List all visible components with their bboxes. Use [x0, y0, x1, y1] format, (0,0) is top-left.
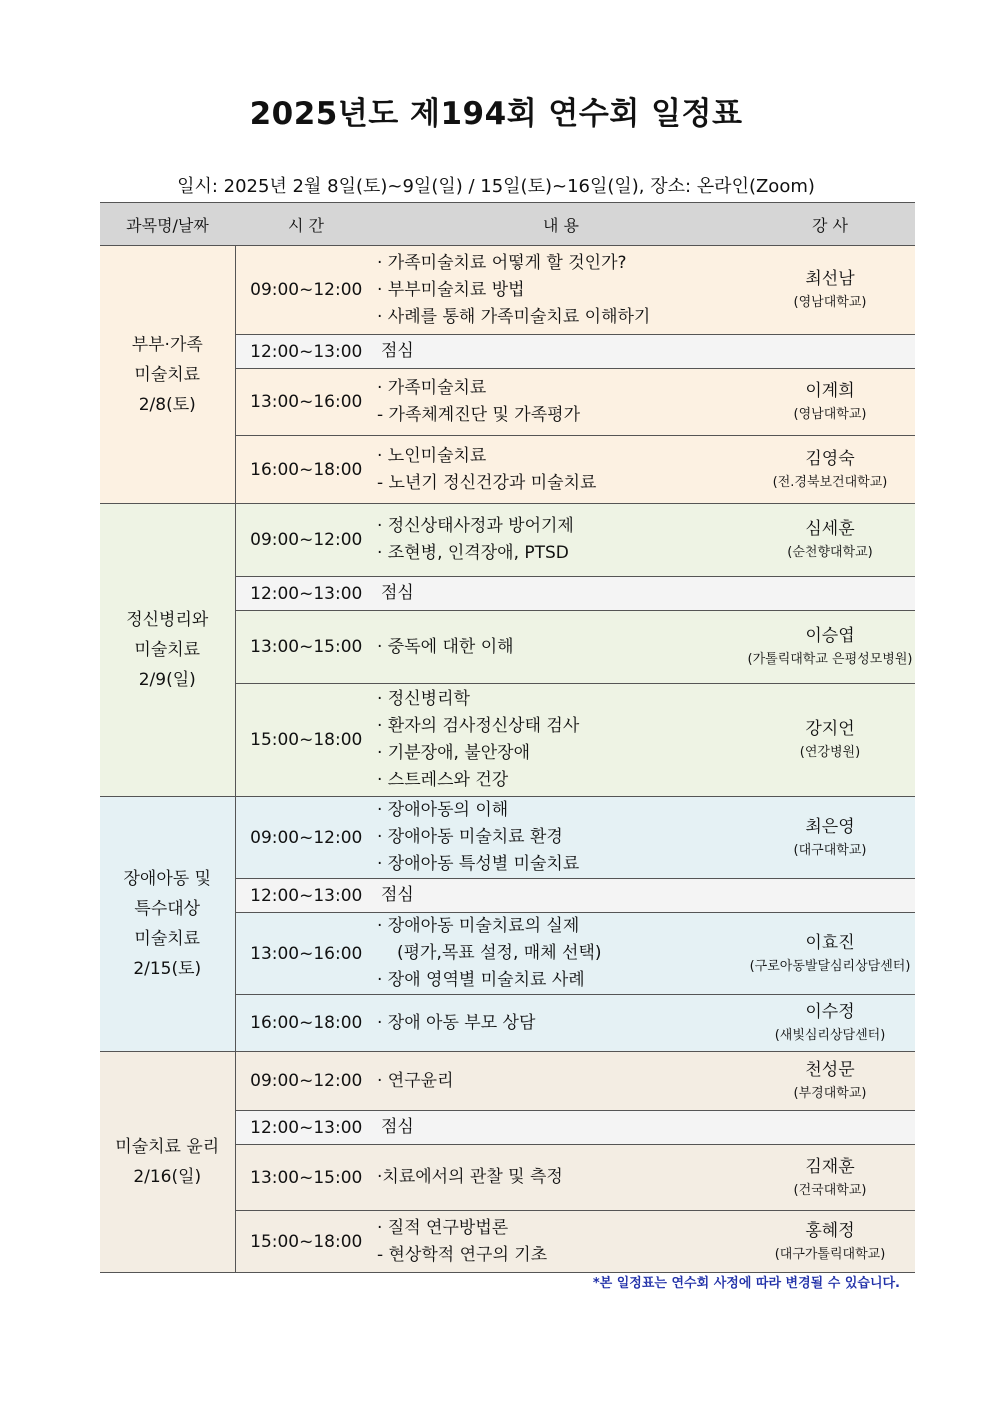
- time-cell: 13:00~15:00: [235, 611, 377, 684]
- subject-line: 장애아동 및: [123, 869, 211, 889]
- lecturer-cell: [745, 913, 915, 995]
- time-cell: 13:00~16:00: [235, 913, 377, 995]
- content-line: - 가족체계진단 및 가족평가: [377, 405, 580, 425]
- lecturer-affiliation: (새빛심리상담센터): [774, 1028, 886, 1043]
- subject-line: 특수대상: [134, 899, 201, 919]
- lecturer-name: 이수정: [805, 1002, 855, 1022]
- content-cell: [377, 913, 745, 995]
- content-line: · 가족미술치료: [377, 378, 487, 398]
- subject-date: 2/15(토): [133, 959, 202, 979]
- content-cell: [377, 246, 745, 335]
- lunch-label: 점심: [377, 1111, 915, 1145]
- header-content: 내 용: [377, 203, 745, 246]
- lecturer-name: 김재훈: [805, 1156, 855, 1177]
- content-cell: [377, 797, 745, 879]
- table-row: [100, 1052, 915, 1111]
- lecturer-cell: [745, 611, 915, 684]
- table-row: [100, 504, 915, 577]
- lecturer-name: 최은영: [805, 816, 855, 837]
- time-cell: 09:00~12:00: [235, 797, 377, 879]
- lecturer-cell: [745, 684, 915, 797]
- lecturer-name: 홍혜정: [805, 1220, 855, 1241]
- lecturer-cell: [745, 1052, 915, 1111]
- time-cell: 13:00~15:00: [235, 1145, 377, 1211]
- content-line: - 노년기 정신건강과 미술치료: [377, 472, 597, 493]
- lecturer-cell: [745, 436, 915, 504]
- time-cell: 15:00~18:00: [235, 684, 377, 797]
- lecturer-cell: [745, 504, 915, 577]
- lecturer-affiliation: (영남대학교): [793, 295, 867, 310]
- header-time: 시 간: [235, 203, 377, 246]
- time-cell: 16:00~18:00: [235, 995, 377, 1052]
- content-cell: [377, 995, 745, 1052]
- content-line: · 스트레스와 건강: [377, 770, 509, 790]
- content-line: (평가,목표 설정, 매체 선택): [397, 943, 602, 963]
- content-line: · 노인미술치료: [377, 445, 487, 466]
- table-row: [100, 246, 915, 335]
- content-line: · 장애아동 미술치료의 실제: [377, 916, 580, 936]
- time-cell: 15:00~18:00: [235, 1211, 377, 1273]
- subject-cell: [100, 797, 235, 1052]
- table-row: [100, 797, 915, 879]
- subject-date: 2/16(일): [133, 1167, 202, 1187]
- subject-line: 미술치료: [134, 929, 201, 949]
- content-line: ·치료에서의 관찰 및 측정: [377, 1167, 563, 1187]
- lecturer-name: 이승엽: [805, 626, 855, 646]
- subject-line: 부부·가족: [131, 334, 203, 355]
- lecturer-name: 심세훈: [805, 519, 855, 539]
- content-cell: [377, 436, 745, 504]
- header-lecturer: 강 사: [745, 203, 915, 246]
- time-cell: 13:00~16:00: [235, 369, 377, 436]
- time-cell: 09:00~12:00: [235, 246, 377, 335]
- lecturer-name: 최선남: [805, 269, 855, 289]
- subject-cell: [100, 1052, 235, 1273]
- lecturer-affiliation: (전.경북보건대학교): [772, 474, 888, 490]
- time-cell: 09:00~12:00: [235, 1052, 377, 1111]
- lecturer-cell: [745, 797, 915, 879]
- content-line: · 장애 영역별 미술치료 사례: [377, 970, 585, 990]
- page-title: 2025년도 제194회 연수회 일정표: [249, 96, 743, 132]
- subject-date: 2/9(일): [138, 670, 196, 690]
- subject-line: 미술치료: [134, 364, 201, 385]
- content-cell: [377, 369, 745, 436]
- content-line: · 가족미술치료 어떻게 할 것인가?: [377, 252, 627, 273]
- content-line: · 장애아동의 이해: [377, 800, 509, 820]
- content-line: · 조현병, 인격장애, PTSD: [377, 543, 569, 563]
- header-subject: 과목명/날짜: [100, 203, 235, 246]
- lecturer-name: 이계희: [805, 381, 855, 401]
- content-line: · 질적 연구방법론: [377, 1217, 509, 1238]
- lecturer-cell: [745, 1211, 915, 1273]
- content-line: · 환자의 검사정신상태 검사: [377, 716, 580, 736]
- lecturer-affiliation: (영남대학교): [793, 407, 867, 422]
- content-cell: [377, 611, 745, 684]
- subject-line: 미술치료 윤리: [115, 1137, 220, 1157]
- content-line: · 장애 아동 부모 상담: [377, 1012, 536, 1033]
- lecturer-name: 이효진: [805, 932, 855, 953]
- subject-cell: [100, 246, 235, 504]
- lunch-label: 점심: [377, 335, 915, 369]
- lecturer-affiliation: (구로아동발달심리상담센터): [749, 958, 911, 974]
- content-cell: [377, 1145, 745, 1211]
- time-cell: 16:00~18:00: [235, 436, 377, 504]
- lecturer-name: 강지언: [805, 719, 855, 739]
- header-row: [100, 203, 915, 246]
- lecturer-cell: [745, 995, 915, 1052]
- content-line: · 정신상태사정과 방어기제: [377, 516, 574, 536]
- content-line: · 장애아동 특성별 미술치료: [377, 854, 580, 874]
- schedule-table: [100, 202, 915, 1273]
- content-line: · 사례를 통해 가족미술치료 이해하기: [377, 306, 651, 327]
- lecturer-affiliation: (가톨릭대학교 은평성모병원): [747, 652, 913, 667]
- content-line: · 연구윤리: [377, 1070, 454, 1091]
- lecturer-affiliation: (건국대학교): [793, 1182, 867, 1198]
- time-cell: 09:00~12:00: [235, 504, 377, 577]
- lecturer-affiliation: (연강병원): [799, 745, 861, 760]
- time-cell: 12:00~13:00: [235, 879, 377, 913]
- subject-line: 정신병리와: [126, 610, 209, 630]
- lecturer-cell: [745, 246, 915, 335]
- time-cell: 12:00~13:00: [235, 335, 377, 369]
- schedule-info: 일시: 2025년 2월 8일(토)~9일(일) / 15일(토)~16일(일), 장소: 온라인(Zoom): [177, 176, 815, 197]
- time-cell: 12:00~13:00: [235, 1111, 377, 1145]
- change-notice: *본 일정표는 연수회 사정에 따라 변경될 수 있습니다.: [592, 1276, 900, 1291]
- lunch-label: 점심: [377, 879, 915, 913]
- subject-line: 미술치료: [134, 640, 201, 660]
- lunch-label: 점심: [377, 577, 915, 611]
- subject-cell: [100, 504, 235, 797]
- lecturer-name: 천성문: [805, 1060, 855, 1080]
- lecturer-name: 김영숙: [805, 448, 855, 469]
- content-line: · 기분장애, 불안장애: [377, 743, 530, 763]
- lecturer-cell: [745, 1145, 915, 1211]
- content-cell: [377, 1211, 745, 1273]
- content-cell: [377, 1052, 745, 1111]
- lecturer-affiliation: (순천향대학교): [787, 545, 873, 560]
- time-cell: 12:00~13:00: [235, 577, 377, 611]
- content-line: - 현상학적 연구의 기초: [377, 1244, 548, 1265]
- content-cell: [377, 504, 745, 577]
- lecturer-affiliation: (부경대학교): [793, 1086, 867, 1101]
- lecturer-affiliation: (대구가톨릭대학교): [774, 1246, 886, 1262]
- content-cell: [377, 684, 745, 797]
- lecturer-cell: [745, 369, 915, 436]
- lecturer-affiliation: (대구대학교): [793, 842, 867, 858]
- subject-date: 2/8(토): [138, 394, 196, 415]
- content-line: · 중독에 대한 이해: [377, 636, 514, 657]
- content-line: · 정신병리학: [377, 689, 470, 709]
- content-line: · 부부미술치료 방법: [377, 279, 525, 300]
- content-line: · 장애아동 미술치료 환경: [377, 827, 563, 847]
